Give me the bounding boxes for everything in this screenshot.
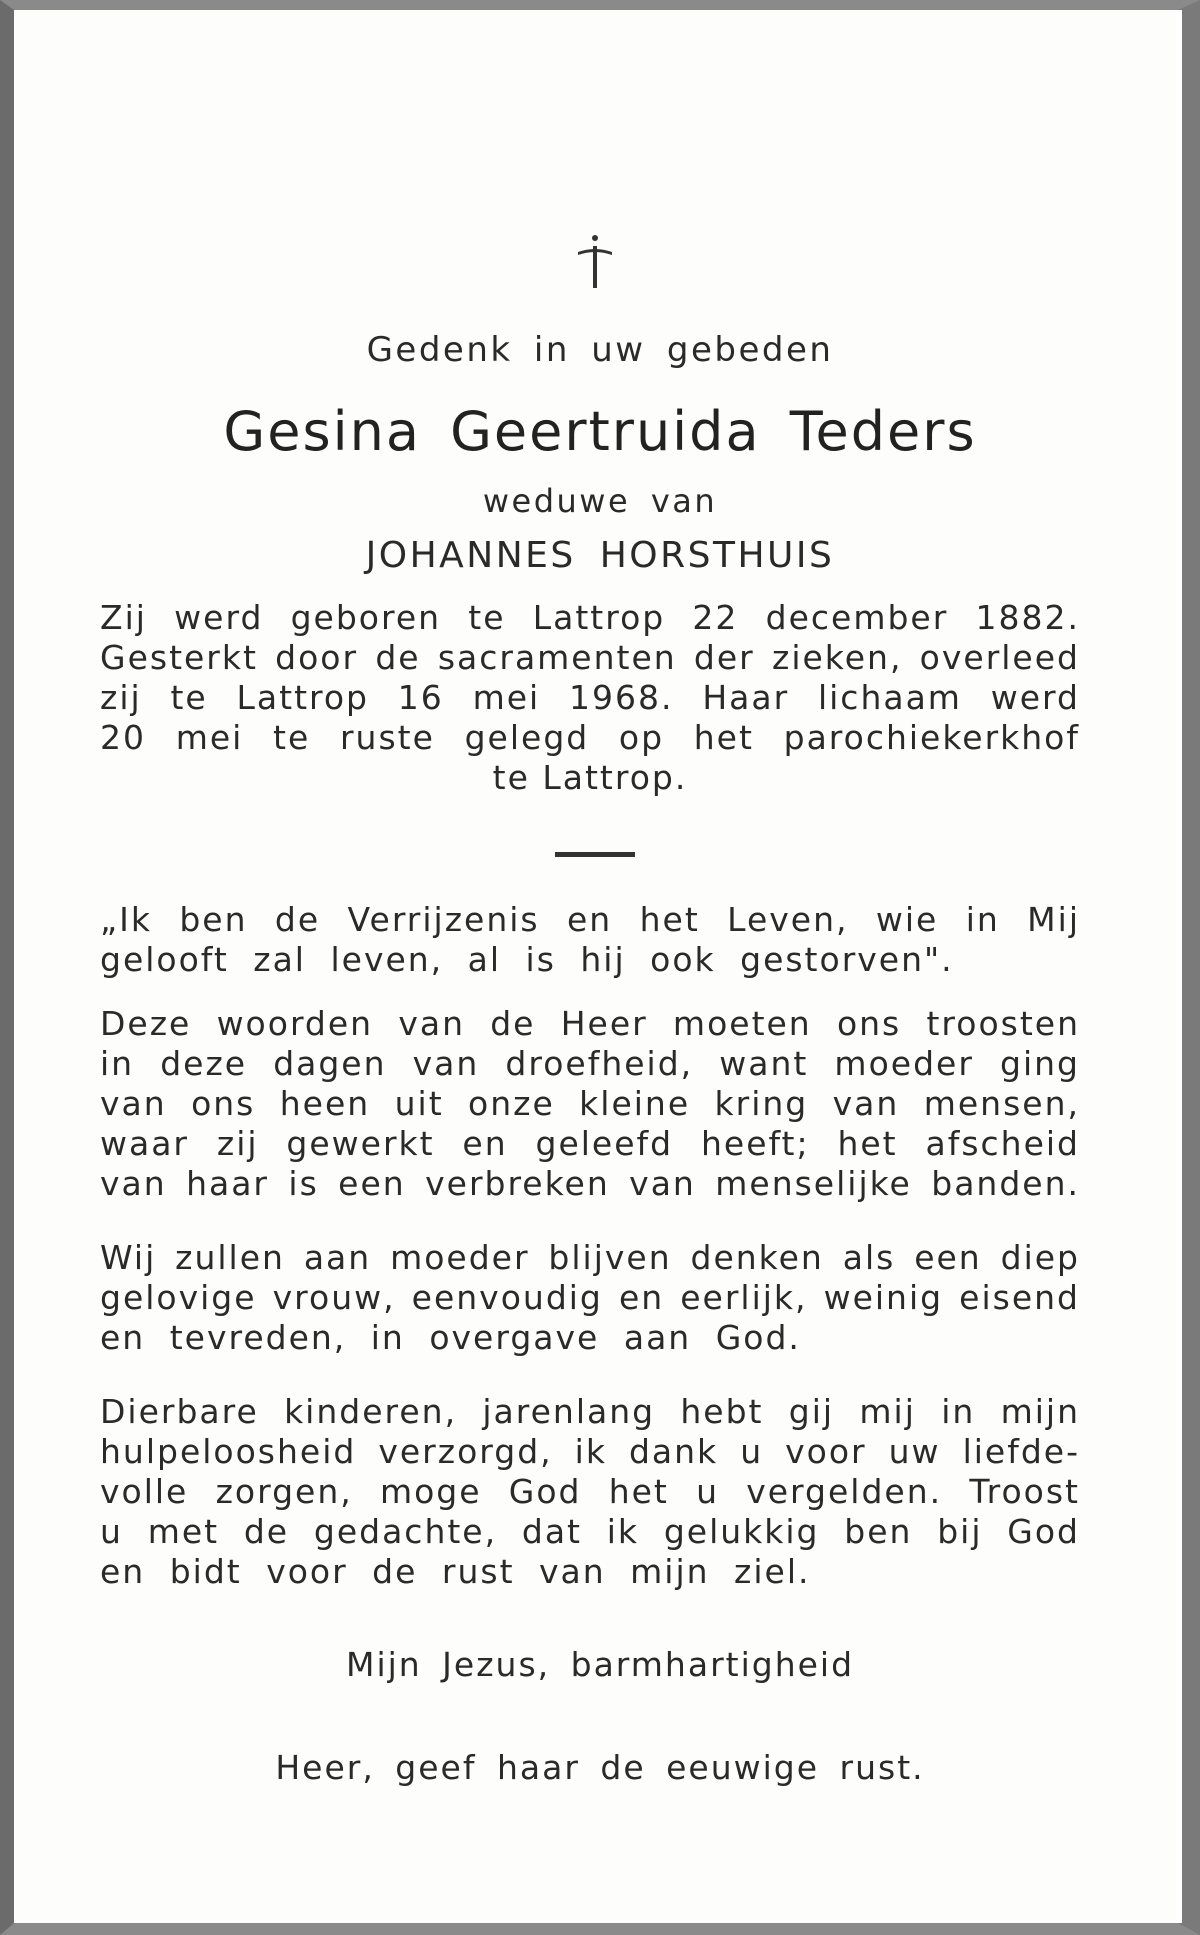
widow-of-text: weduwe van: [482, 482, 718, 520]
text-line: gelooft zal leven, al is hij ook gestorven".: [100, 940, 954, 979]
text-line: te Lattrop.: [492, 758, 688, 797]
text-line: en tevreden, in overgave aan God.: [100, 1318, 801, 1357]
cross-icon: [570, 232, 620, 292]
text-line: „Ik ben de Verrijzenis en het Leven, wie in Mij: [100, 900, 1080, 939]
intro-text: Gedenk in uw gebeden: [366, 330, 834, 370]
text-line: van haar is een verbreken van menselijke banden.: [100, 1164, 1080, 1203]
paragraph-comfort: [100, 1004, 1080, 1204]
text-line: 20 mei te ruste gelegd op het parochiekerkhof: [100, 718, 1080, 757]
text-line: Wij zullen aan moeder blijven denken als een diep: [100, 1238, 1080, 1277]
paragraph-remembrance: [100, 1238, 1080, 1358]
text-line: Deze woorden van de Heer moeten ons troosten: [100, 1004, 1080, 1043]
deceased-name: Gesina Geertruida Teders: [223, 400, 977, 463]
paragraph-children: [100, 1392, 1080, 1592]
text-line: zij te Lattrop 16 mei 1968. Haar lichaam werd: [100, 678, 1080, 717]
text-line: en bidt voor de rust van mijn ziel.: [100, 1552, 811, 1591]
scripture-quote: [100, 900, 1080, 980]
text-line: gelovige vrouw, eenvoudig en eerlijk, weinig eisend: [100, 1278, 1080, 1317]
text-line: Zij werd geboren te Lattrop 22 december 1882.: [100, 598, 1080, 637]
birth-death-paragraph: [100, 598, 1080, 798]
divider: [555, 852, 635, 857]
text-line: volle zorgen, moge God het u vergelden. Troost: [100, 1472, 1080, 1511]
text-line: waar zij gewerkt en geleefd heeft; het afscheid: [100, 1124, 1080, 1163]
text-line: Dierbare kinderen, jarenlang hebt gij mij in mijn: [100, 1392, 1080, 1431]
closing-prayer-2: Heer, geef haar de eeuwige rust.: [275, 1748, 925, 1787]
closing-prayer-1: Mijn Jezus, barmhartigheid: [345, 1645, 855, 1684]
text-line: in deze dagen van droefheid, want moeder ging: [100, 1044, 1080, 1083]
text-line: van ons heen uit onze kleine kring van mensen,: [100, 1084, 1080, 1123]
text-line: hulpeloosheid verzorgd, ik dank u voor uw liefde-: [100, 1432, 1080, 1471]
husband-name: JOHANNES HORSTHUIS: [365, 535, 835, 576]
text-line: u met de gedachte, dat ik gelukkig ben bij God: [100, 1512, 1080, 1551]
text-line: Gesterkt door de sacramenten der zieken, overleed: [100, 638, 1080, 677]
